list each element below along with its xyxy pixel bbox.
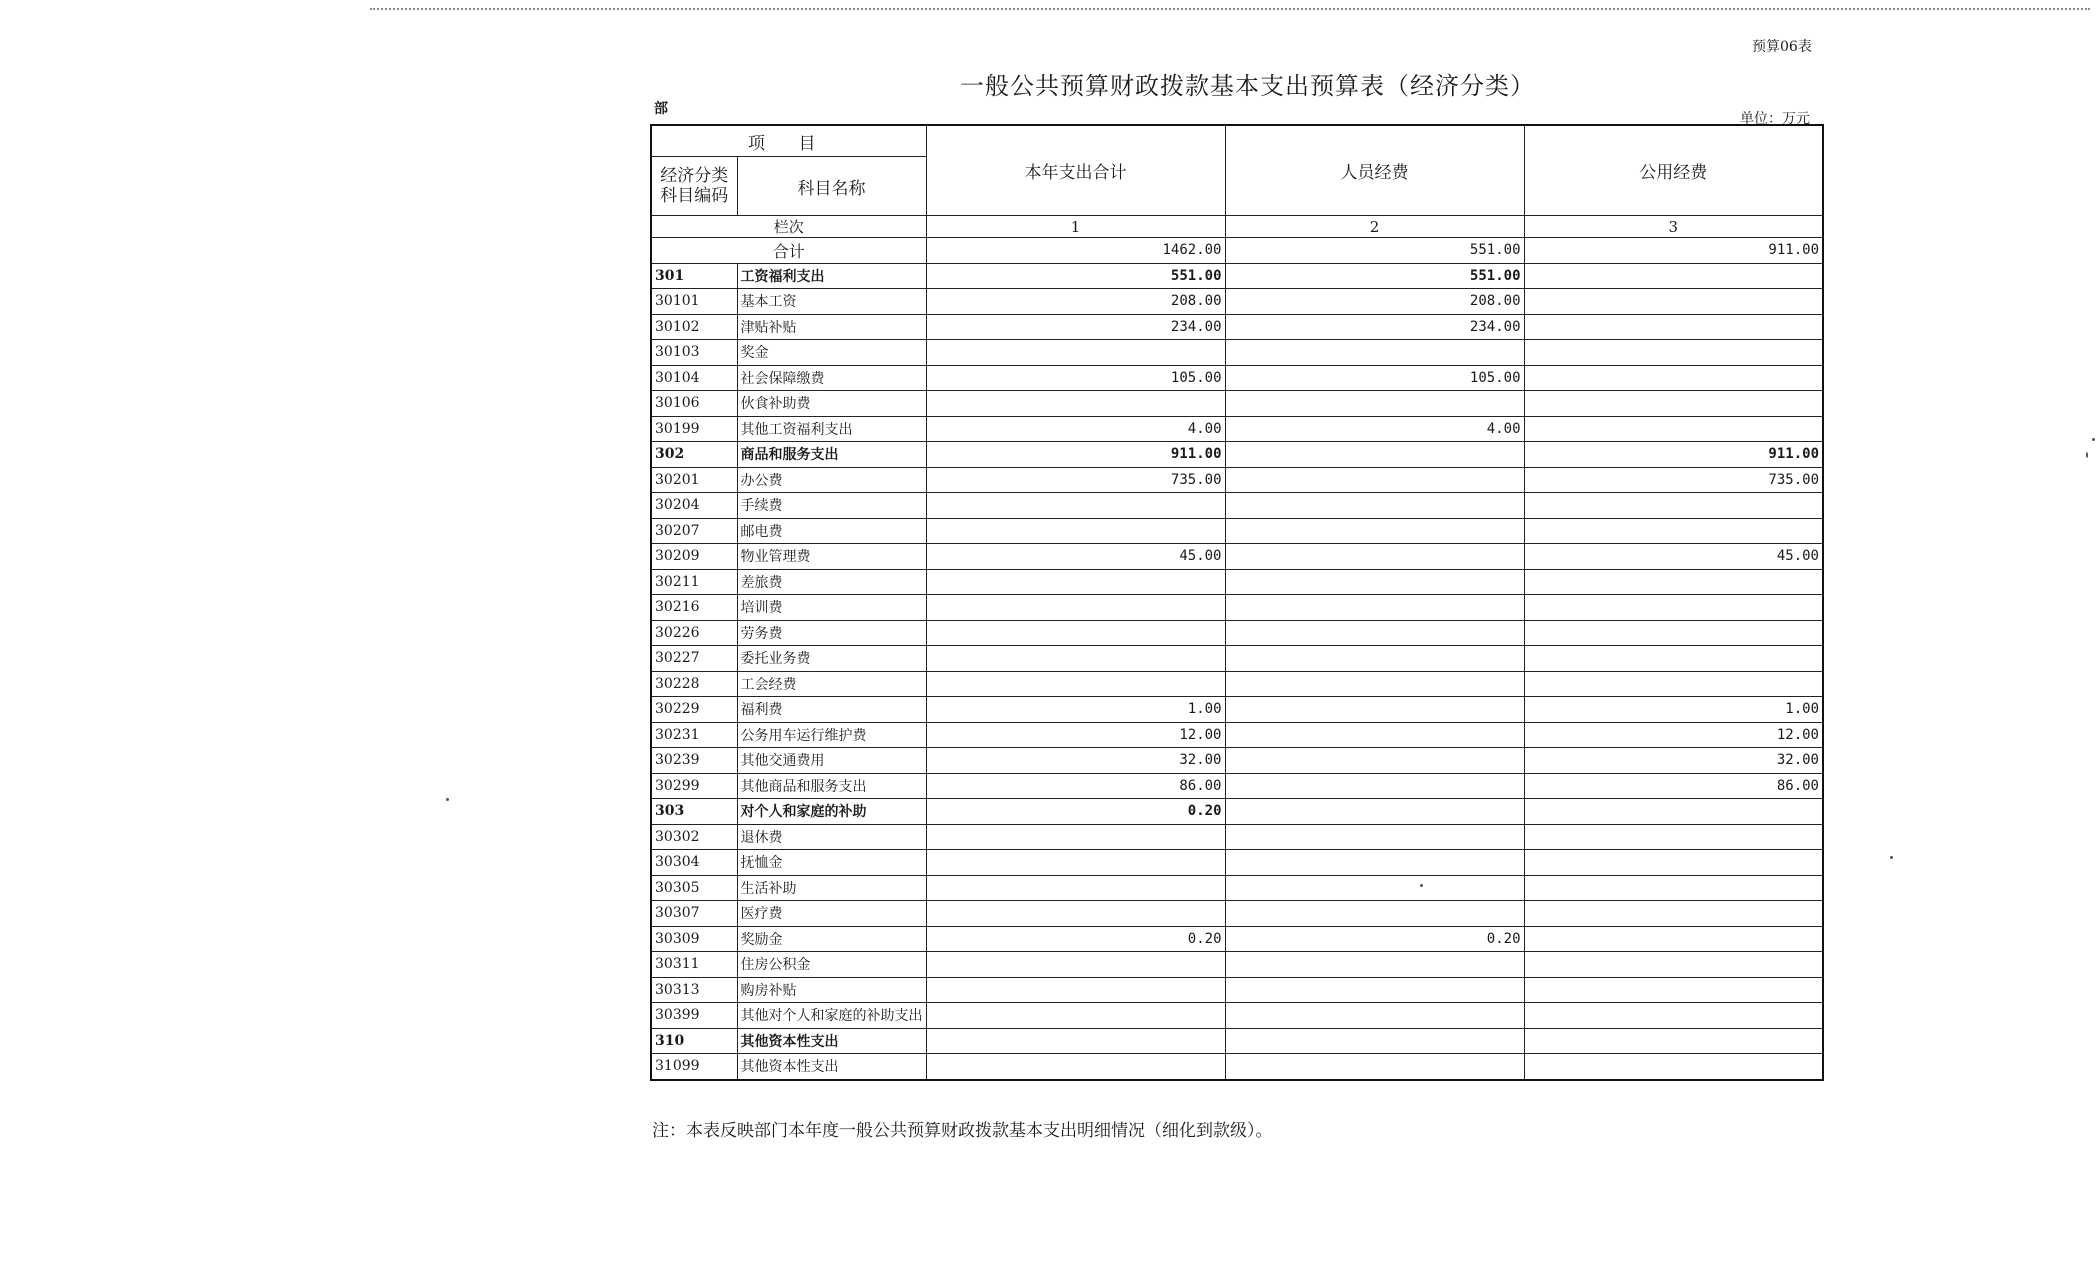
- department-label: 部: [654, 101, 668, 117]
- form-code: 预算06表: [1752, 39, 1812, 55]
- table-row: [651, 314, 1823, 340]
- header-personnel: 人员经费: [1225, 125, 1524, 216]
- row-personnel: [1225, 824, 1524, 850]
- row-total: [926, 391, 1225, 417]
- row-public: 12.00: [1524, 722, 1823, 748]
- row-total: [926, 1054, 1225, 1080]
- row-code: 30228: [651, 671, 737, 697]
- row-public: [1524, 926, 1823, 952]
- row-code: 303: [651, 799, 737, 825]
- header-public: 公用经费: [1524, 125, 1823, 216]
- row-total: [926, 620, 1225, 646]
- row-public: [1524, 518, 1823, 544]
- row-personnel: 0.20: [1225, 926, 1524, 952]
- table-row: [651, 748, 1823, 774]
- row-name: 培训费: [737, 595, 926, 621]
- row-name: 社会保障缴费: [737, 365, 926, 391]
- scan-speck: [2086, 452, 2088, 458]
- row-total: 1.00: [926, 697, 1225, 723]
- row-public: [1524, 977, 1823, 1003]
- row-code: 30226: [651, 620, 737, 646]
- row-personnel: [1225, 748, 1524, 774]
- row-name: 其他商品和服务支出: [737, 773, 926, 799]
- row-code: 30239: [651, 748, 737, 774]
- column-number-1: 1: [926, 216, 1225, 238]
- row-personnel: [1225, 1054, 1524, 1080]
- table-row: [651, 773, 1823, 799]
- row-code: 30199: [651, 416, 737, 442]
- row-code: 30104: [651, 365, 737, 391]
- table-row: [651, 340, 1823, 366]
- row-total: 86.00: [926, 773, 1225, 799]
- table-row: [651, 697, 1823, 723]
- row-code: 30302: [651, 824, 737, 850]
- row-total: 32.00: [926, 748, 1225, 774]
- table-row: [651, 263, 1823, 289]
- row-public: 911.00: [1524, 442, 1823, 468]
- table-row: [651, 646, 1823, 672]
- table-row: [651, 952, 1823, 978]
- row-name: 基本工资: [737, 289, 926, 315]
- total-amount: 1462.00: [926, 238, 1225, 264]
- row-public: [1524, 1028, 1823, 1054]
- row-total: [926, 671, 1225, 697]
- scan-speck: [446, 798, 449, 801]
- row-personnel: 234.00: [1225, 314, 1524, 340]
- row-personnel: 4.00: [1225, 416, 1524, 442]
- table-row: [651, 518, 1823, 544]
- table-row: [651, 569, 1823, 595]
- row-public: [1524, 314, 1823, 340]
- row-total: [926, 518, 1225, 544]
- row-public: [1524, 799, 1823, 825]
- row-personnel: [1225, 646, 1524, 672]
- row-public: [1524, 824, 1823, 850]
- row-name: 伙食补助费: [737, 391, 926, 417]
- table-row: [651, 493, 1823, 519]
- row-total: [926, 1003, 1225, 1029]
- row-code: 30227: [651, 646, 737, 672]
- row-total: 4.00: [926, 416, 1225, 442]
- row-personnel: [1225, 442, 1524, 468]
- row-public: [1524, 595, 1823, 621]
- table-row: [651, 875, 1823, 901]
- row-code: 30304: [651, 850, 737, 876]
- table-row: [651, 1054, 1823, 1080]
- header-total: 本年支出合计: [926, 125, 1225, 216]
- row-total: 0.20: [926, 926, 1225, 952]
- row-code: 30313: [651, 977, 737, 1003]
- row-name: 奖励金: [737, 926, 926, 952]
- header-code: 经济分类科目编码: [651, 157, 737, 216]
- row-total: [926, 901, 1225, 927]
- row-total: 0.20: [926, 799, 1225, 825]
- row-name: 对个人和家庭的补助: [737, 799, 926, 825]
- row-personnel: [1225, 493, 1524, 519]
- row-name: 奖金: [737, 340, 926, 366]
- row-personnel: [1225, 850, 1524, 876]
- row-personnel: [1225, 977, 1524, 1003]
- row-personnel: [1225, 544, 1524, 570]
- row-code: 30201: [651, 467, 737, 493]
- row-total: [926, 493, 1225, 519]
- row-public: 1.00: [1524, 697, 1823, 723]
- row-name: 工资福利支出: [737, 263, 926, 289]
- row-total: 12.00: [926, 722, 1225, 748]
- row-personnel: [1225, 340, 1524, 366]
- row-total: 45.00: [926, 544, 1225, 570]
- row-name: 商品和服务支出: [737, 442, 926, 468]
- row-public: 45.00: [1524, 544, 1823, 570]
- table-row: [651, 620, 1823, 646]
- row-personnel: [1225, 1003, 1524, 1029]
- row-name: 退休费: [737, 824, 926, 850]
- page-title: 一般公共预算财政拨款基本支出预算表（经济分类）: [960, 72, 1535, 100]
- row-code: 30231: [651, 722, 737, 748]
- row-public: 32.00: [1524, 748, 1823, 774]
- row-public: [1524, 340, 1823, 366]
- table-row: [651, 671, 1823, 697]
- row-name: 福利费: [737, 697, 926, 723]
- top-dotted-rule: [370, 8, 2090, 10]
- row-personnel: [1225, 467, 1524, 493]
- row-public: [1524, 416, 1823, 442]
- row-name: 手续费: [737, 493, 926, 519]
- row-name: 劳务费: [737, 620, 926, 646]
- row-code: 30209: [651, 544, 737, 570]
- row-total: 551.00: [926, 263, 1225, 289]
- row-total: 735.00: [926, 467, 1225, 493]
- row-public: [1524, 646, 1823, 672]
- header-item: 项 目: [651, 125, 926, 157]
- row-total: 105.00: [926, 365, 1225, 391]
- row-personnel: [1225, 722, 1524, 748]
- row-public: 735.00: [1524, 467, 1823, 493]
- row-code: 30399: [651, 1003, 737, 1029]
- table-row: [651, 977, 1823, 1003]
- row-code: 30207: [651, 518, 737, 544]
- row-personnel: [1225, 620, 1524, 646]
- row-name: 差旅费: [737, 569, 926, 595]
- row-total: [926, 824, 1225, 850]
- total-personnel: 551.00: [1225, 238, 1524, 264]
- row-public: [1524, 1054, 1823, 1080]
- row-code: 30106: [651, 391, 737, 417]
- total-label: 合计: [651, 238, 926, 264]
- row-name: 邮电费: [737, 518, 926, 544]
- row-personnel: [1225, 773, 1524, 799]
- table-row: [651, 467, 1823, 493]
- table-row: [651, 416, 1823, 442]
- row-public: [1524, 391, 1823, 417]
- column-number-3: 3: [1524, 216, 1823, 238]
- row-code: 310: [651, 1028, 737, 1054]
- row-code: 30211: [651, 569, 737, 595]
- row-total: [926, 646, 1225, 672]
- table-row: [651, 824, 1823, 850]
- row-name: 医疗费: [737, 901, 926, 927]
- row-name: 津贴补贴: [737, 314, 926, 340]
- row-total: [926, 595, 1225, 621]
- row-public: [1524, 365, 1823, 391]
- row-name: 其他资本性支出: [737, 1028, 926, 1054]
- scan-speck: [2092, 438, 2095, 441]
- row-name: 工会经费: [737, 671, 926, 697]
- footnote: 注：本表反映部门本年度一般公共预算财政拨款基本支出明细情况（细化到款级）。: [652, 1121, 1273, 1141]
- scan-speck: [1890, 856, 1893, 859]
- unit-label: 单位：万元: [1740, 111, 1810, 127]
- row-personnel: 208.00: [1225, 289, 1524, 315]
- row-personnel: [1225, 518, 1524, 544]
- table-row: [651, 799, 1823, 825]
- row-code: 30204: [651, 493, 737, 519]
- row-code: 301: [651, 263, 737, 289]
- row-name: 抚恤金: [737, 850, 926, 876]
- row-personnel: [1225, 799, 1524, 825]
- row-personnel: [1225, 391, 1524, 417]
- table-row: [651, 544, 1823, 570]
- row-personnel: [1225, 875, 1524, 901]
- row-code: 30101: [651, 289, 737, 315]
- table-row: [651, 901, 1823, 927]
- table-row: [651, 365, 1823, 391]
- row-public: [1524, 620, 1823, 646]
- row-code: 30307: [651, 901, 737, 927]
- table-row: [651, 1003, 1823, 1029]
- row-code: 30299: [651, 773, 737, 799]
- table-row: [651, 926, 1823, 952]
- row-total: [926, 340, 1225, 366]
- row-personnel: 105.00: [1225, 365, 1524, 391]
- row-personnel: [1225, 952, 1524, 978]
- row-personnel: [1225, 1028, 1524, 1054]
- row-personnel: [1225, 595, 1524, 621]
- row-name: 购房补贴: [737, 977, 926, 1003]
- row-name: 生活补助: [737, 875, 926, 901]
- row-public: [1524, 952, 1823, 978]
- row-code: 30216: [651, 595, 737, 621]
- row-public: [1524, 671, 1823, 697]
- row-total: 208.00: [926, 289, 1225, 315]
- row-total: [926, 1028, 1225, 1054]
- row-name: 其他交通费用: [737, 748, 926, 774]
- row-public: [1524, 901, 1823, 927]
- row-personnel: [1225, 569, 1524, 595]
- row-code: 302: [651, 442, 737, 468]
- header-name: 科目名称: [737, 157, 926, 216]
- row-public: [1524, 850, 1823, 876]
- row-public: [1524, 875, 1823, 901]
- total-row: [651, 238, 1823, 264]
- table-row: [651, 722, 1823, 748]
- row-name: 物业管理费: [737, 544, 926, 570]
- table-row: [651, 442, 1823, 468]
- budget-table: [650, 124, 1824, 1081]
- row-public: [1524, 493, 1823, 519]
- row-name: 其他资本性支出: [737, 1054, 926, 1080]
- row-code: 31099: [651, 1054, 737, 1080]
- row-name: 公务用车运行维护费: [737, 722, 926, 748]
- row-name: 其他工资福利支出: [737, 416, 926, 442]
- row-name: 委托业务费: [737, 646, 926, 672]
- row-code: 30309: [651, 926, 737, 952]
- table-row: [651, 1028, 1823, 1054]
- table-row: [651, 850, 1823, 876]
- row-public: 86.00: [1524, 773, 1823, 799]
- row-code: 30103: [651, 340, 737, 366]
- total-public: 911.00: [1524, 238, 1823, 264]
- row-code: 30229: [651, 697, 737, 723]
- table-row: [651, 391, 1823, 417]
- row-total: 911.00: [926, 442, 1225, 468]
- table-row: [651, 289, 1823, 315]
- row-total: [926, 977, 1225, 1003]
- row-public: [1524, 1003, 1823, 1029]
- row-public: [1524, 289, 1823, 315]
- row-code: 30311: [651, 952, 737, 978]
- row-name: 办公费: [737, 467, 926, 493]
- row-personnel: [1225, 901, 1524, 927]
- column-number-2: 2: [1225, 216, 1524, 238]
- row-total: 234.00: [926, 314, 1225, 340]
- table-row: [651, 595, 1823, 621]
- scan-speck: [1420, 884, 1423, 887]
- row-personnel: [1225, 697, 1524, 723]
- row-total: [926, 850, 1225, 876]
- row-number-label: 栏次: [651, 216, 926, 238]
- row-code: 30102: [651, 314, 737, 340]
- row-name: 其他对个人和家庭的补助支出: [737, 1003, 926, 1029]
- row-code: 30305: [651, 875, 737, 901]
- row-total: [926, 952, 1225, 978]
- row-public: [1524, 263, 1823, 289]
- row-total: [926, 569, 1225, 595]
- row-total: [926, 875, 1225, 901]
- row-name: 住房公积金: [737, 952, 926, 978]
- row-personnel: [1225, 671, 1524, 697]
- row-personnel: 551.00: [1225, 263, 1524, 289]
- row-public: [1524, 569, 1823, 595]
